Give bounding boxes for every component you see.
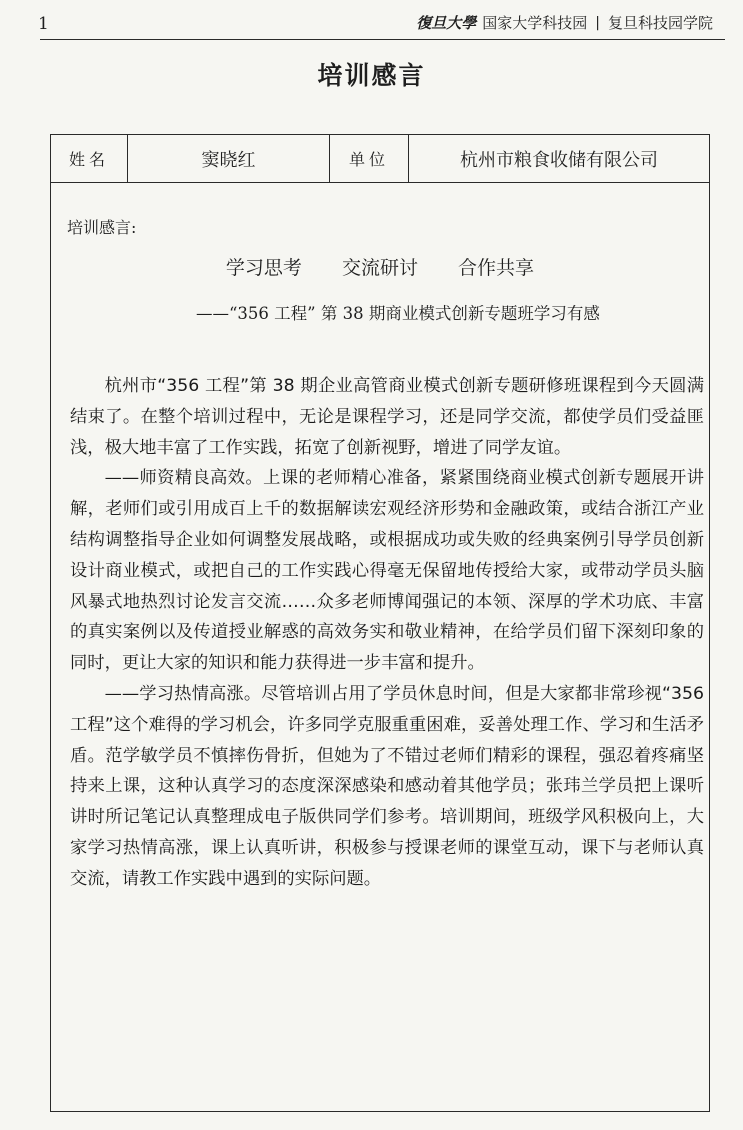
- feedback-label: 培训感言:: [67, 218, 137, 237]
- name-value: 窦晓红: [128, 135, 330, 182]
- university-logo: 復旦大學: [416, 14, 477, 32]
- name-label: 姓名: [51, 135, 128, 182]
- essay-paragraph: ——学习热情高涨。尽管培训占用了学员休息时间，但是大家都非常珍视“356 工程”这个难得的学习机会，许多同学克服重重困难，妥善处理工作、学习和生活矛盾。范学敏学员不慎摔伤骨折，但她为了不错过老师们精彩的课程，强忍着疼痛坚持来上课，这种认真学习的态度深深感染和感动着其他学员；张玮兰学员把上课听讲时所记笔记认真整理成电子版供同学们参考。培训期间，班级学风积极向上，大家学习热情高涨，课上认真听讲，积极参与授课老师的课堂互动，课下与老师认真交流，请教工作实践中遇到的实际问题。: [70, 683, 704, 889]
- info-row: [51, 135, 709, 183]
- header-org-science-park: 国家大学科技园: [482, 14, 588, 32]
- page-header: [416, 12, 713, 33]
- essay-body: [70, 371, 704, 895]
- essay-paragraph: 杭州市“356 工程”第 38 期企业高管商业模式创新专题研修班课程到今天圆满结束了。在整个培训过程中，无论是课程学习，还是同学交流，都使学员们受益匪浅，极大地丰富了工作实践，拓宽了创新视野，增进了同学友谊。: [70, 376, 704, 458]
- essay-title: [51, 253, 709, 280]
- essay-title-part: 学习思考: [225, 257, 302, 279]
- essay-paragraph: ——师资精良高效。上课的老师精心准备，紧紧围绕商业模式创新专题展开讲解，老师们或引用成百上千的数据解读宏观经济形势和金融政策，或结合浙江产业结构调整指导企业如何调整发展战略，或根据成功或失败的经典案例引导学员创新设计商业模式，或把自己的工作实践心得毫无保留地传授给大家，或带动学员头脑风暴式地热烈讨论发言交流……众多老师博闻强记的本领、深厚的学术功底、丰富的真实案例以及传道授业解惑的高效务实和敬业精神，在给学员们留下深刻印象的同时，更让大家的知识和能力获得进一步丰富和提升。: [70, 468, 704, 674]
- header-org-college: 复旦科技园学院: [607, 14, 713, 32]
- essay-subtitle: ——“356 工程” 第 38 期商业模式创新专题班学习有感: [196, 304, 600, 323]
- feedback-form: [50, 134, 710, 1112]
- page-number: 1: [38, 14, 49, 34]
- essay-title-part: 交流研讨: [341, 257, 418, 279]
- essay-title-part: 合作共享: [458, 257, 535, 279]
- header-separator: |: [595, 14, 600, 31]
- header-rule: [40, 39, 725, 40]
- unit-value: 杭州市粮食收储有限公司: [460, 149, 658, 171]
- unit-label: 单位: [330, 135, 409, 182]
- page-title: 培训感言: [317, 61, 426, 90]
